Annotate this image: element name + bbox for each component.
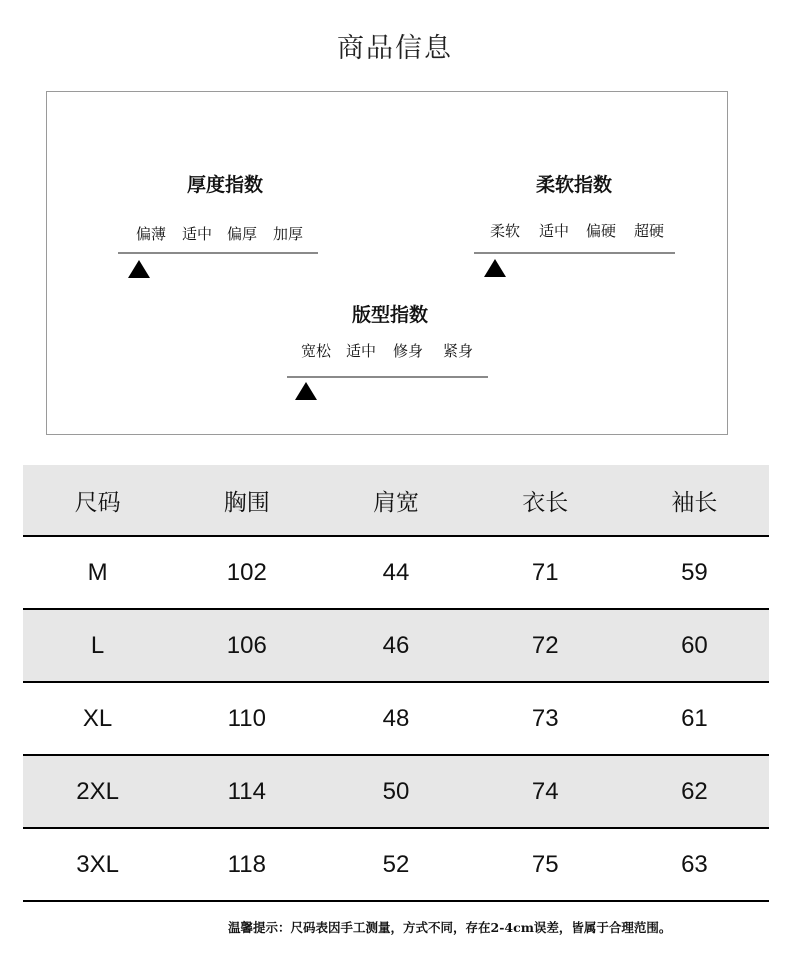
table-row <box>23 829 769 902</box>
table-row <box>23 756 769 829</box>
thickness-index-options <box>136 223 303 244</box>
table-cell-shoulder: 46 <box>382 631 410 659</box>
table-cell-chest: 110 <box>227 704 266 732</box>
fit-index-title: 版型指数 <box>352 304 429 326</box>
fit-scale-line <box>287 376 488 378</box>
column-header-size: 尺码 <box>74 489 121 516</box>
table-cell-length: 73 <box>531 704 559 732</box>
column-header-sleeve: 袖长 <box>671 489 718 516</box>
table-cell-chest: 114 <box>227 777 266 805</box>
thickness-option-thick: 偏厚 <box>227 225 258 243</box>
column-header-chest: 胸围 <box>223 489 270 516</box>
product-index-panel <box>46 91 728 435</box>
table-cell-size: 3XL <box>76 850 119 878</box>
table-cell-length: 71 <box>531 558 559 586</box>
thickness-indicator-triangle-icon <box>128 260 150 278</box>
thickness-index-title: 厚度指数 <box>187 174 264 196</box>
table-header-row <box>23 465 769 537</box>
table-cell-sleeve: 59 <box>681 558 708 586</box>
table-cell-length: 74 <box>531 777 559 805</box>
size-chart-table <box>23 465 769 902</box>
table-cell-shoulder: 52 <box>382 850 410 878</box>
table-cell-size: XL <box>82 704 113 732</box>
thickness-scale-line <box>118 252 318 254</box>
column-header-shoulder: 肩宽 <box>373 489 419 516</box>
page-title: 商品信息 <box>337 33 453 64</box>
table-cell-chest: 118 <box>227 850 266 878</box>
table-cell-size: 2XL <box>76 777 119 805</box>
thickness-option-extra-thick: 加厚 <box>273 225 304 243</box>
fit-option-loose: 宽松 <box>301 342 332 360</box>
softness-option-stiff: 偏硬 <box>586 222 617 240</box>
table-cell-size: L <box>90 631 105 659</box>
table-cell-shoulder: 44 <box>382 558 410 586</box>
softness-indicator-triangle-icon <box>484 259 506 277</box>
fit-option-regular: 适中 <box>346 342 377 360</box>
softness-index-title: 柔软指数 <box>536 174 613 196</box>
table-row <box>23 683 769 756</box>
softness-index-options <box>490 220 664 241</box>
table-cell-sleeve: 61 <box>681 704 708 732</box>
table-row <box>23 610 769 683</box>
table-cell-shoulder: 48 <box>382 704 410 732</box>
table-cell-sleeve: 63 <box>681 850 708 878</box>
table-row <box>23 537 769 610</box>
table-cell-sleeve: 62 <box>681 777 708 805</box>
table-cell-chest: 106 <box>226 631 267 659</box>
softness-option-medium: 适中 <box>539 222 570 240</box>
fit-option-tight: 紧身 <box>443 342 474 360</box>
table-cell-shoulder: 50 <box>382 777 410 805</box>
fit-option-slim: 修身 <box>393 342 424 360</box>
softness-scale-line <box>474 252 675 254</box>
thickness-option-medium: 适中 <box>182 225 213 243</box>
fit-indicator-triangle-icon <box>295 382 317 400</box>
table-cell-length: 72 <box>531 631 559 659</box>
table-cell-chest: 102 <box>226 558 267 586</box>
thickness-option-thin: 偏薄 <box>136 225 167 243</box>
measurement-footnote: 温馨提示：尺码表因手工测量，方式不同，存在2-4cm误差，皆属于合理范围。 <box>228 920 672 935</box>
softness-option-soft: 柔软 <box>490 222 521 240</box>
table-cell-sleeve: 60 <box>681 631 708 659</box>
table-cell-size: M <box>87 558 108 586</box>
table-cell-length: 75 <box>531 850 559 878</box>
column-header-length: 衣长 <box>522 489 569 516</box>
softness-option-extra-stiff: 超硬 <box>634 222 665 240</box>
fit-index-options <box>301 340 473 361</box>
